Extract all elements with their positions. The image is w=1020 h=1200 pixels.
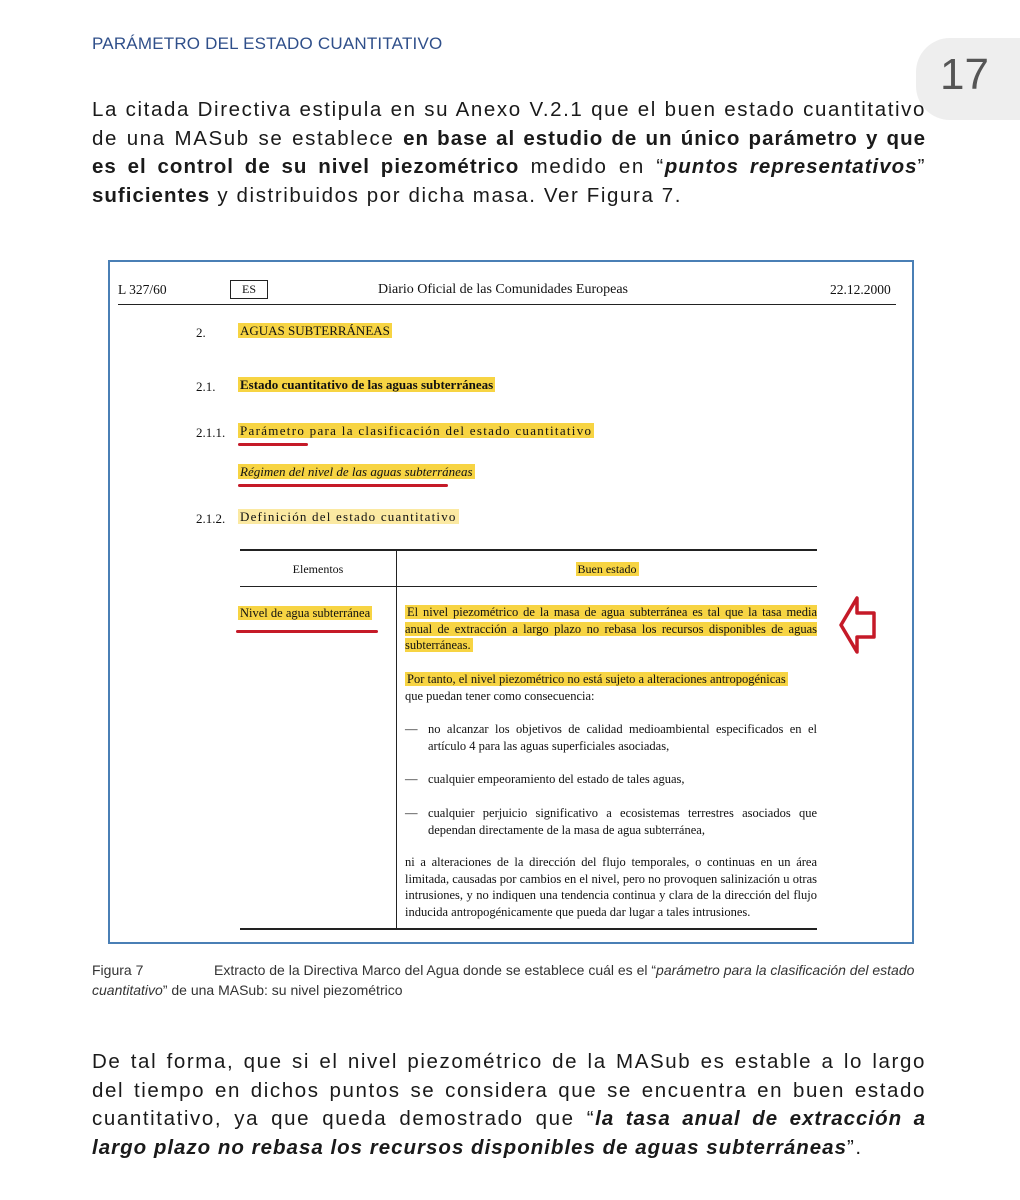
- conclusion-text-2: ”.: [846, 1135, 863, 1159]
- caption-label: Figura 7: [92, 962, 144, 978]
- dash-mark-3: —: [405, 806, 418, 820]
- table-top-rule: [240, 549, 817, 551]
- intro-text-2: medido en “: [519, 155, 665, 178]
- section-2-num: 2.: [196, 325, 206, 340]
- underline-parametro: [238, 443, 308, 446]
- good-status-p3: ni a alteraciones de la dirección del flujo temporales, o continuas en un área limitada, causadas por cambios en el nivel, pero no provoquen salinización u otras intrusiones, y no indiquen una tendencia continua y clara de la dirección del flujo inducida antropogénicamente que pueda dar lugar a tales intrusiones.: [405, 855, 817, 919]
- good-status-p2b: que puedan tener como consecuencia:: [405, 689, 595, 703]
- table-column-divider: [396, 549, 397, 929]
- underline-nivel: [236, 630, 378, 633]
- dash-mark-2: —: [405, 772, 418, 786]
- doc-reference: L 327/60: [118, 282, 167, 297]
- caption-text-1: Extracto de la Directiva Marco del Agua donde se establece cuál es el “: [214, 962, 657, 978]
- section-212-title: Definición del estado cuantitativo: [240, 509, 457, 524]
- intro-italic-1: puntos representativos: [664, 155, 918, 178]
- dash-item-2: cualquier empeoramiento del estado de tales aguas,: [428, 772, 685, 786]
- journal-date: 22.12.2000: [830, 282, 891, 297]
- conclusion-paragraph: [92, 1048, 926, 1162]
- figure-frame: [108, 260, 914, 944]
- intro-paragraph: [92, 96, 926, 210]
- conclusion-quote: la tasa anual de extracción a largo plazo no rebasa los recursos disponibles de aguas subterráneas: [92, 1107, 927, 1159]
- page-number: 17: [940, 50, 989, 99]
- figure-caption: [92, 960, 926, 1000]
- section-21-num: 2.1.: [196, 379, 216, 394]
- section-212-num: 2.1.2.: [196, 511, 226, 526]
- dash-mark-1: —: [405, 722, 418, 736]
- caption-text-2: ” de una MASub: su nivel piezométrico: [162, 982, 403, 998]
- good-status-p2a: Por tanto, el nivel piezométrico no está sujeto a alteraciones antropogénicas: [407, 672, 786, 686]
- section-2-title: AGUAS SUBTERRÁNEAS: [240, 323, 390, 338]
- table-row-label: Nivel de agua subterránea: [240, 606, 371, 620]
- caption-italic: parámetro para la clasificación del estado cuantitativo: [92, 962, 915, 998]
- intro-text-4: y distribuidos por dicha masa. Ver Figura 7.: [210, 183, 683, 207]
- section-211-subtitle: Régimen del nivel de las aguas subterráneas: [240, 464, 473, 479]
- table-col2-header: Buen estado: [577, 562, 637, 576]
- good-status-p1: El nivel piezométrico de la masa de agua subterránea es tal que la tasa media anual de extracción a largo plazo no rebasa los recursos disponibles de aguas subterráneas.: [405, 605, 817, 652]
- header-rule: [118, 304, 896, 305]
- section-211-num: 2.1.1.: [196, 425, 226, 440]
- underline-regimen: [238, 484, 448, 487]
- intro-bold-1: en base al estudio de un único parámetro y que es el control de su nivel piezométrico: [92, 126, 926, 178]
- dash-item-3: cualquier perjuicio significativo a ecosistemas terrestres asociados que dependan directamente de la masa de agua subterránea,: [428, 806, 817, 837]
- page-header-title: PARÁMETRO DEL ESTADO CUANTITATIVO: [92, 34, 443, 53]
- intro-text-1: La citada Directiva estipula en su Anexo V.2.1 que el buen estado cuantitativo de una MASub se establece: [92, 98, 926, 150]
- section-211-title: Parámetro para la clasificación del estado cuantitativo: [240, 423, 593, 438]
- journal-title: Diario Oficial de las Comunidades Europeas: [378, 282, 628, 297]
- dash-item-1: no alcanzar los objetivos de calidad medioambiental especificados en el artículo 4 para las aguas superficiales asociadas,: [428, 722, 817, 753]
- intro-text-3: ”: [917, 155, 926, 178]
- red-arrow-icon: [838, 594, 878, 656]
- table-col1-header: Elementos: [292, 562, 344, 576]
- table-header-rule: [240, 586, 817, 587]
- table-bottom-rule: [240, 928, 817, 930]
- intro-bold-2: suficientes: [92, 183, 211, 207]
- section-21-title: Estado cuantitativo de las aguas subterráneas: [240, 377, 494, 392]
- conclusion-text-1: De tal forma, que si el nivel piezométrico de la MASub es estable a lo largo del tiempo en dichos puntos se considera que se encuentra en buen estado cuantitativo, ya que queda demostrado que “: [92, 1050, 926, 1130]
- doc-lang-box: ES: [230, 280, 268, 299]
